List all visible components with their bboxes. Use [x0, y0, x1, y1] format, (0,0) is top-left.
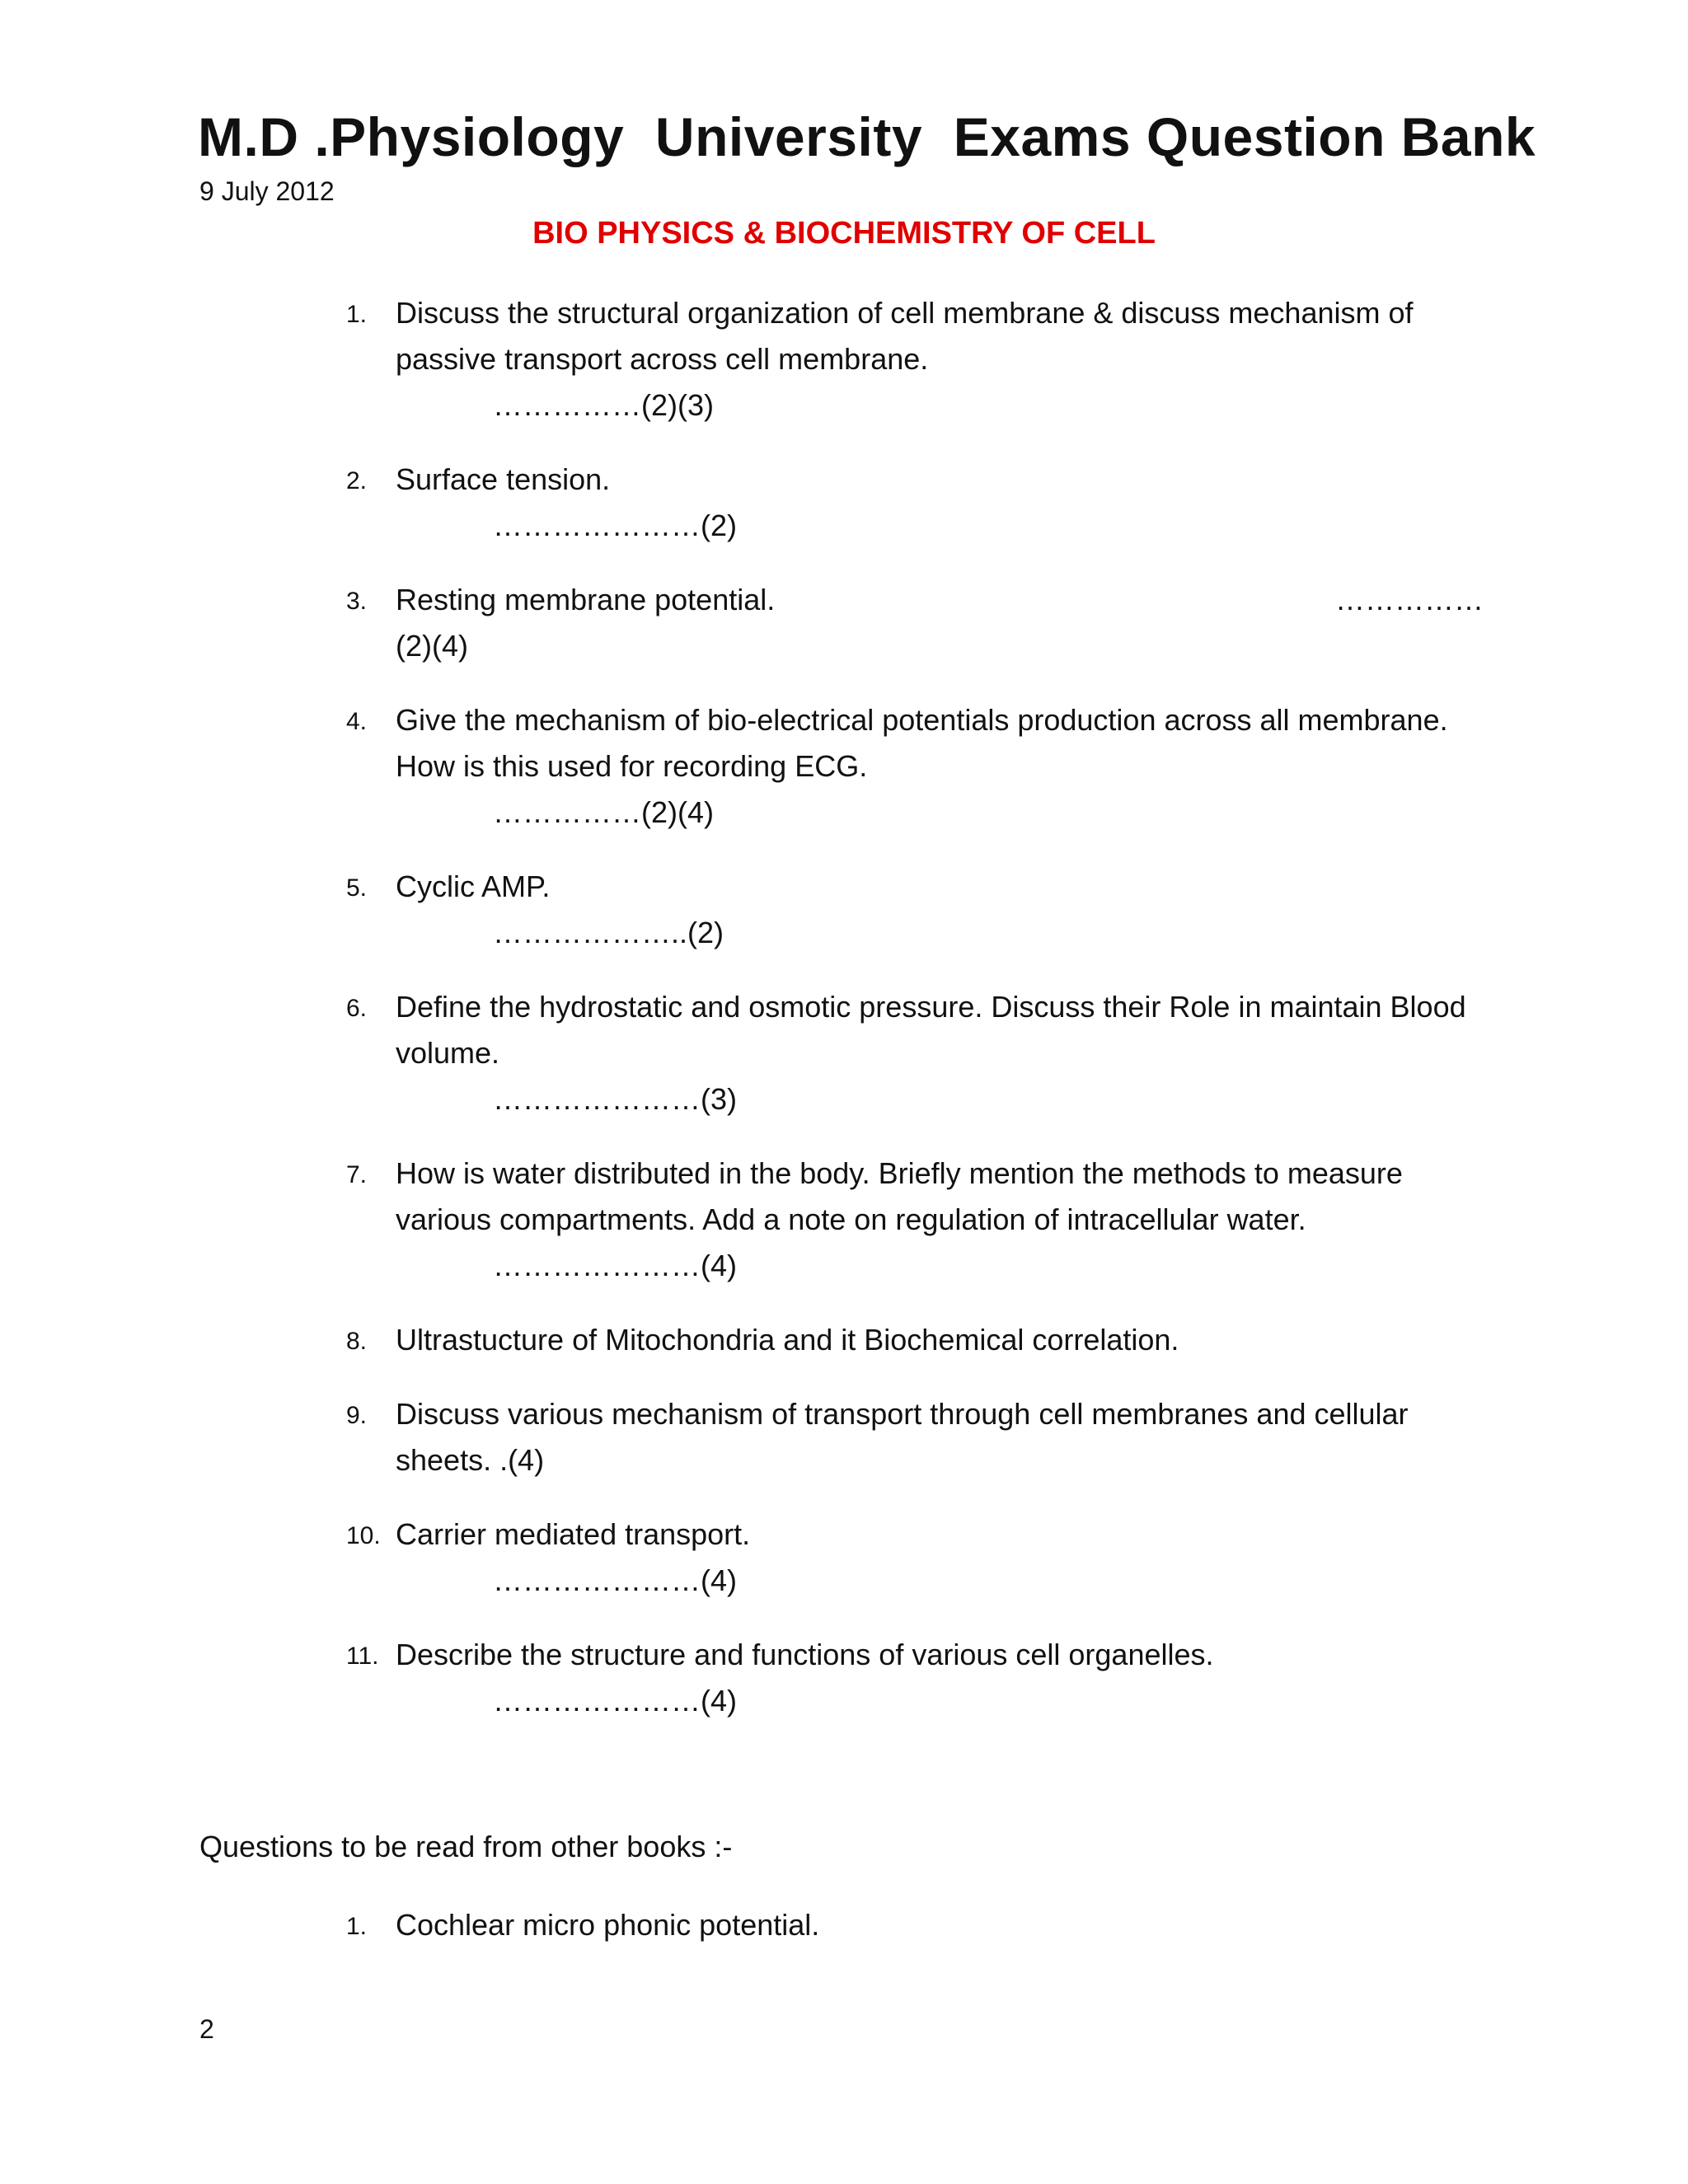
section-heading: BIO PHYSICS & BIOCHEMISTRY OF CELL: [532, 216, 1156, 251]
question-item: [346, 1391, 1500, 1483]
question-item: [346, 984, 1500, 1122]
question-number: 3.: [346, 588, 368, 615]
question-number: 6.: [346, 995, 368, 1022]
question-number: 8.: [346, 1328, 368, 1355]
document-date: 9 July 2012: [199, 176, 335, 206]
page-title: M.D .Physiology University Exams Question Bank: [198, 106, 1536, 167]
question-marks: …………………(2): [493, 509, 737, 542]
question-number: 10.: [346, 1522, 381, 1549]
page-number: 2: [199, 2014, 214, 2044]
question-number: 5.: [346, 874, 368, 902]
question-marks: …………………(4): [493, 1684, 737, 1718]
question-text: Surface tension.: [396, 462, 611, 496]
question-text: Give the mechanism of bio-electrical potentials production across all membrane. How is this used for recording ECG.: [396, 703, 1448, 783]
question-marks: ……………(2)(3): [493, 388, 714, 422]
question-item: [346, 1151, 1500, 1289]
question-number: 1.: [346, 1913, 368, 1940]
question-text: Discuss the structural organization of cell membrane & discuss mechanism of passive transport across cell membrane.: [396, 296, 1414, 376]
question-text: Discuss various mechanism of transport through cell membranes and cellular sheets. .(4): [396, 1397, 1409, 1477]
other-books-heading: Questions to be read from other books :-: [199, 1830, 733, 1863]
question-number: 7.: [346, 1161, 368, 1188]
question-item: [346, 1511, 1500, 1604]
question-text: Carrier mediated transport.: [396, 1517, 751, 1551]
question-marks: ………………..(2): [493, 916, 724, 949]
question-marks: …………………(4): [493, 1249, 737, 1282]
question-item: [346, 290, 1500, 429]
question-item: [346, 1632, 1500, 1724]
question-item: [346, 577, 1500, 669]
question-marks: (2)(4): [396, 629, 468, 663]
question-marks-right: ……………: [1335, 583, 1484, 616]
question-text: How is water distributed in the body. Briefly mention the methods to measure various compartments. Add a note on regulation of intracellular water.: [396, 1156, 1403, 1236]
question-item: [346, 864, 1500, 956]
question-item: [346, 697, 1500, 836]
question-text: Cochlear micro phonic potential.: [396, 1908, 820, 1942]
question-item: [346, 457, 1500, 549]
question-number: 9.: [346, 1402, 368, 1429]
question-text: Define the hydrostatic and osmotic pressure. Discuss their Role in maintain Blood volume.: [396, 990, 1466, 1070]
question-marks: …………………(3): [493, 1082, 737, 1116]
other-book-item: [346, 1902, 1500, 1948]
question-marks: …………………(4): [493, 1563, 737, 1597]
question-text: Ultrastucture of Mitochondria and it Biochemical correlation.: [396, 1323, 1179, 1357]
question-text: Resting membrane potential.: [396, 583, 776, 616]
question-number: 1.: [346, 301, 368, 328]
question-item: [346, 1317, 1500, 1363]
question-number: 2.: [346, 467, 368, 494]
question-text: Cyclic AMP.: [396, 869, 551, 903]
question-text: Describe the structure and functions of various cell organelles.: [396, 1638, 1214, 1671]
question-marks: ……………(2)(4): [493, 795, 714, 829]
question-number: 11.: [346, 1643, 379, 1670]
question-number: 4.: [346, 708, 368, 735]
